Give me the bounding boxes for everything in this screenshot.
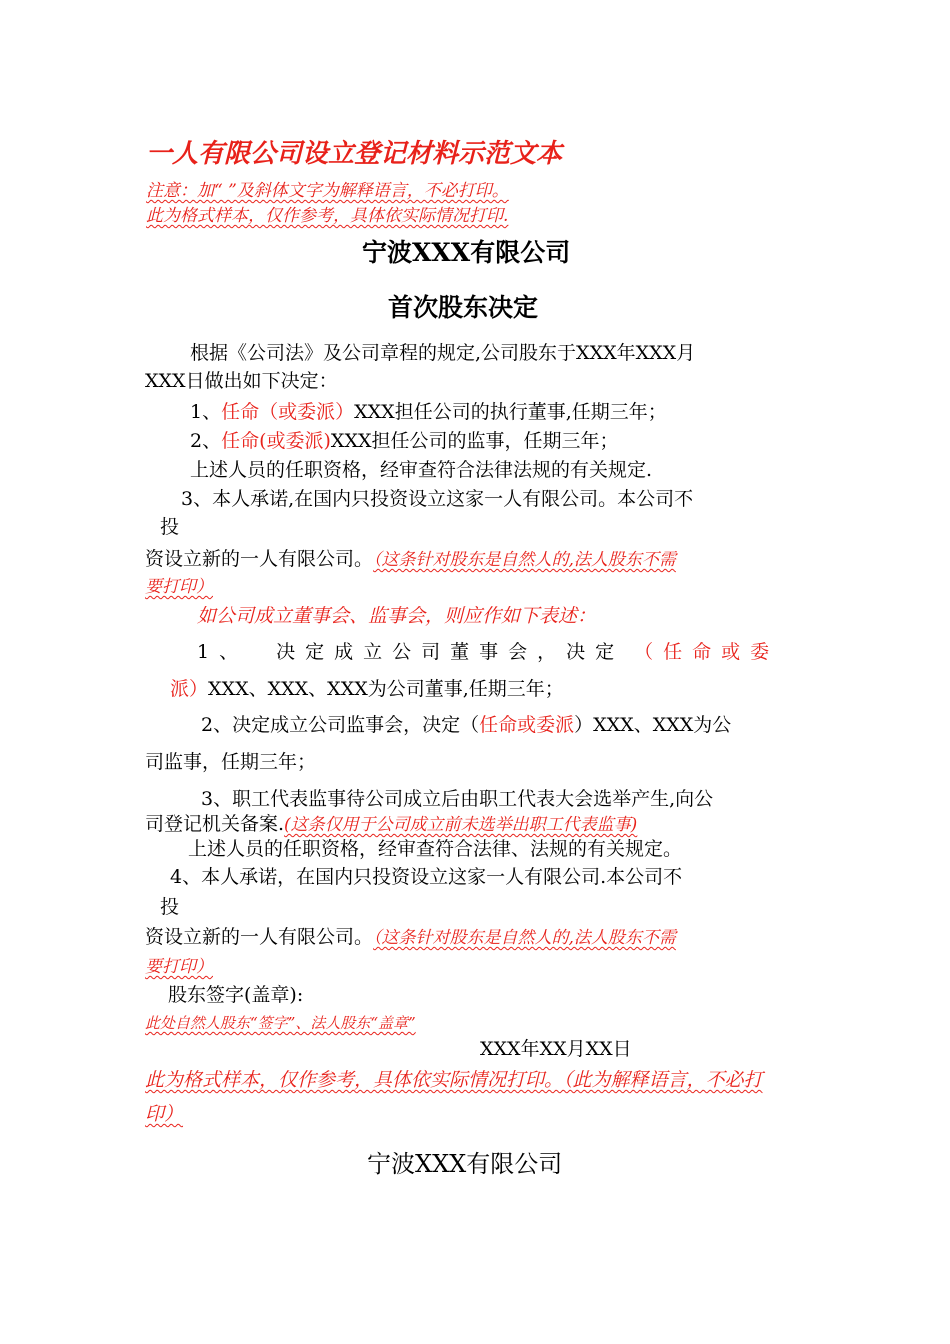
item-4-line-3: [145, 922, 676, 949]
note-natural-person-2a: （这条针对股东是自然人的,法人股东不需: [373, 928, 676, 948]
item-4-line-2: 投: [160, 896, 180, 918]
company-name-bottom: 宁波XXX有限公司: [367, 1150, 563, 1178]
note-natural-person-1b: 要打印）: [145, 577, 213, 597]
shareholder-signature: 股东签字(盖章):: [168, 984, 304, 1006]
item-3-text: 资设立新的一人有限公司。: [145, 548, 374, 570]
board-item-3-line-1: 3、职工代表监事待公司成立后由职工代表大会选举产生,向公: [201, 788, 714, 810]
board-item-3-line-2: [145, 809, 637, 836]
board-item-2-pre: 2、决定成立公司监事会，决定（: [201, 714, 480, 736]
signature-note: 此处自然人股东“签字”、法人股东“盖章”: [145, 1014, 416, 1032]
board-item-1-rest: XXX、XXX、XXX为公司董事,任期三年；: [208, 678, 564, 700]
board-item-2-post: ）XXX、XXX为公: [574, 714, 732, 736]
board-item-1-text: 决定成立公司董事会，决定: [276, 641, 625, 663]
board-item-1-red-2: 派）: [170, 678, 209, 700]
doc-header-title: 一人有限公司设立登记材料示范文本: [146, 139, 563, 169]
decision-title: 首次股东决定: [388, 293, 539, 322]
header-note-1: 注意：加“ ”及斜体文字为解释语言，不必打印。: [146, 181, 509, 201]
board-item-2-red: 任命或委派: [479, 714, 575, 736]
header-note-2: 此为格式样本，仅作参考，具体依实际情况打印.: [146, 206, 509, 226]
item-2-rest: XXX担任公司的监事，任期三年；: [330, 430, 619, 452]
intro-line-1: 根据《公司法》及公司章程的规定,公司股东于XXX年XXX月: [190, 342, 696, 364]
board-item-3-text: 司登记机关备案.: [145, 813, 285, 835]
item-1-num: 1、: [190, 401, 222, 423]
qualification-2: 上述人员的任职资格，经审查符合法律、法规的有关规定。: [188, 838, 683, 860]
note-natural-person-1a: （这条针对股东是自然人的,法人股东不需: [373, 550, 676, 570]
note-staff-supervisor: (这条仅用于公司成立前未选举出职工代表监事): [284, 815, 638, 835]
qualification-1: 上述人员的任职资格，经审查符合法律法规的有关规定.: [190, 459, 653, 481]
item-2-red: 任命(或委派): [221, 430, 331, 452]
item-3-line-2: 投: [160, 516, 180, 538]
board-item-2-line-2: 司监事，任期三年；: [145, 751, 317, 773]
intro-line-2: XXX日做出如下决定：: [145, 370, 338, 392]
board-item-2-line-1: [201, 710, 731, 737]
board-heading: 如公司成立董事会、监事会，则应作如下表述：: [197, 605, 597, 627]
board-item-1-line-1: [197, 637, 779, 664]
item-4-text: 资设立新的一人有限公司。: [145, 926, 374, 948]
board-item-1-num: 1、: [197, 641, 249, 663]
item-1-red: 任命（或委派）: [221, 401, 355, 423]
footer-note-1: 此为格式样本，仅作参考，具体依实际情况打印。（此为解释语言，不必打: [145, 1069, 763, 1091]
item-2: [190, 426, 619, 453]
item-3-line-1: 3、本人承诺,在国内只投资设立这家一人有限公司。本公司不: [181, 488, 694, 510]
board-item-1-red: （任命或委: [634, 641, 780, 663]
item-2-num: 2、: [190, 430, 222, 452]
board-item-1-line-2: [170, 674, 564, 701]
date-line: XXX年XX月XX日: [480, 1038, 632, 1060]
item-4-line-1: 4、本人承诺，在国内只投资设立这家一人有限公司.本公司不: [170, 866, 683, 888]
item-1-rest: XXX担任公司的执行董事,任期三年；: [354, 401, 667, 423]
item-3-line-3: [145, 544, 676, 571]
note-natural-person-2b: 要打印）: [145, 957, 213, 977]
item-1: [190, 397, 667, 424]
footer-note-2: 印）: [145, 1103, 184, 1125]
company-name: 宁波XXX有限公司: [362, 238, 571, 267]
